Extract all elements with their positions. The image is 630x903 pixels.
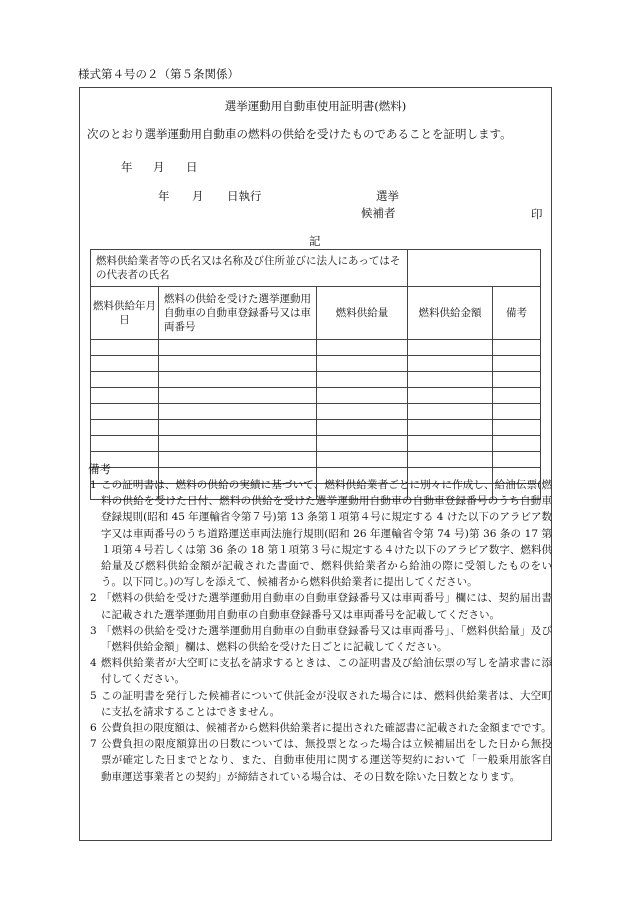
header-row <box>91 287 541 340</box>
table-cell[interactable] <box>91 388 159 404</box>
table-cell[interactable] <box>408 340 493 356</box>
table-cell[interactable] <box>408 356 493 372</box>
note-item <box>90 720 552 736</box>
note-number: 2 <box>90 592 97 605</box>
note-item <box>90 688 552 720</box>
note-text: 「燃料の供給を受けた選挙運動用自動車の自動車登録番号又は車両番号」欄には、契約届出書に記載された選挙運動用自動車の自動車登録番号又は車両番号を記載してください。 <box>101 592 552 621</box>
header-fuel-amount: 燃料供給量 <box>317 287 408 340</box>
table-row <box>91 404 541 420</box>
table-cell[interactable] <box>408 436 493 452</box>
note-number: 1 <box>90 479 97 491</box>
table-row <box>91 420 541 436</box>
table-cell[interactable] <box>493 452 541 468</box>
table-row <box>91 340 541 356</box>
table-cell[interactable] <box>317 404 408 420</box>
candidate-label: 候補者 <box>361 206 396 220</box>
table-row <box>91 436 541 452</box>
intro-statement: 次のとおり選挙運動用自動車の燃料の供給を受けたものであることを証明します。 <box>87 127 512 141</box>
header-supply-date: 燃料供給年月日 <box>91 287 159 340</box>
table-cell[interactable] <box>493 404 541 420</box>
table-row <box>91 372 541 388</box>
table-cell[interactable] <box>408 388 493 404</box>
note-item <box>90 655 552 687</box>
note-item <box>90 477 552 590</box>
table-cell[interactable] <box>91 340 159 356</box>
table-cell[interactable] <box>408 404 493 420</box>
table-cell[interactable] <box>159 372 317 388</box>
table-cell[interactable] <box>317 388 408 404</box>
table-cell[interactable] <box>317 340 408 356</box>
table-cell[interactable] <box>408 420 493 436</box>
note-text: 公費負担の限度額は、候補者から燃料供給業者に提出された確認書に記載された金額までです。 <box>101 722 552 735</box>
table-cell[interactable] <box>91 404 159 420</box>
note-item <box>90 590 552 622</box>
supplier-name-label: 燃料供給業者等の氏名又は名称及び住所並びに法人にあってはその代表者の氏名 <box>91 250 408 287</box>
supplier-name-cell[interactable] <box>408 250 541 287</box>
note-number: 6 <box>90 722 97 735</box>
header-remarks: 備考 <box>493 287 541 340</box>
note-item <box>90 623 552 655</box>
table-cell[interactable] <box>91 436 159 452</box>
header-fuel-cost: 燃料供給金額 <box>408 287 493 340</box>
table-cell[interactable] <box>91 356 159 372</box>
note-number: 3 <box>90 624 97 637</box>
table-cell[interactable] <box>408 372 493 388</box>
table-cell[interactable] <box>159 356 317 372</box>
table-cell[interactable] <box>493 372 541 388</box>
table-row <box>91 356 541 372</box>
document-title: 選挙運動用自動車使用証明書(燃料) <box>224 99 407 113</box>
note-text: 公費負担の限度額算出の日数については、無投票となった場合は立候補届出をした日から無投票が確定した日までとなり、また、自動車使用に関する運送等契約において「一般乗用旅客自動車運送事業者との契約」が締結されている場合は、その日数を除いた日数となります。 <box>101 738 552 783</box>
election-year-label: 年 <box>158 189 170 203</box>
election-type-label: 選挙 <box>376 189 399 203</box>
notes-list <box>90 477 552 785</box>
ki-heading: 記 <box>309 234 321 248</box>
table-cell[interactable] <box>317 452 408 468</box>
table-cell[interactable] <box>159 388 317 404</box>
table-cell[interactable] <box>159 436 317 452</box>
table-cell[interactable] <box>159 420 317 436</box>
table-cell[interactable] <box>408 452 493 468</box>
note-item <box>90 736 552 785</box>
note-text: この証明書を発行した候補者について供託金が没収された場合には、燃料供給業者は、大空町に支払を請求することはできません。 <box>101 689 552 718</box>
note-number: 7 <box>90 738 97 751</box>
supplier-row <box>91 250 541 287</box>
form-number-label: 様式第４号の２（第５条関係） <box>78 67 239 81</box>
table-cell[interactable] <box>317 356 408 372</box>
table-cell[interactable] <box>493 356 541 372</box>
table-cell[interactable] <box>493 436 541 452</box>
table-cell[interactable] <box>159 452 317 468</box>
note-text: 「燃料の供給を受けた選挙運動用自動車の自動車登録番号又は車両番号」、「燃料供給量」及び「燃料供給金額」欄は、燃料の供給を受けた日ごとに記載してください。 <box>101 624 552 654</box>
note-text: この証明書は、燃料の供給の実績に基づいて、燃料供給業者ごとに別々に作成し、給油伝票(燃料の供給を受けた日付、燃料の供給を受けた選挙運動用自動車の自動車登録番号のうち自動車登録規則(昭和 45 年運輸省令第７号)第 13 条第１項第４号に規定する 4 けた以下のアラビア数字又は車両番号のうち道路運送車両法施行規則(昭和 26 年運輸省令第 74 号)第 36 条の 17 第１項第４号若しくは第 36 条の 18 第１項第３号に規定する４けた以下のアラビア数字、燃料供給量及び燃料供給金額が記載された書面で、燃料供給業者から給油の際に受領したものをいう。以下同じ。)の写しを添えて、候補者から燃料供給業者に提出してください。 <box>101 479 552 589</box>
table-cell[interactable] <box>493 388 541 404</box>
note-number: 4 <box>90 657 97 670</box>
table-cell[interactable] <box>317 420 408 436</box>
note-number: 5 <box>90 689 97 702</box>
seal-mark: 印 <box>531 207 543 221</box>
table-cell[interactable] <box>317 436 408 452</box>
date-year-label: 年 <box>121 160 133 174</box>
table-cell[interactable] <box>493 340 541 356</box>
table-cell[interactable] <box>159 340 317 356</box>
note-text: 燃料供給業者が大空町に支払を請求するときは、この証明書及び給油伝票の写しを請求書に添付してください。 <box>101 657 552 686</box>
header-vehicle-number: 燃料の供給を受けた選挙運動用自動車の自動車登録番号又は車両番号 <box>159 287 317 340</box>
table-cell[interactable] <box>91 420 159 436</box>
election-day-exec-label: 日執行 <box>227 189 262 203</box>
table-cell[interactable] <box>159 404 317 420</box>
table-row <box>91 388 541 404</box>
table-cell[interactable] <box>91 372 159 388</box>
table-cell[interactable] <box>493 420 541 436</box>
table-cell[interactable] <box>317 372 408 388</box>
date-month-label: 月 <box>153 160 165 174</box>
date-day-label: 日 <box>186 160 198 174</box>
table-row <box>91 452 541 468</box>
fuel-supply-table <box>90 249 541 500</box>
notes-heading: 備考 <box>88 462 111 476</box>
election-month-label: 月 <box>192 189 204 203</box>
